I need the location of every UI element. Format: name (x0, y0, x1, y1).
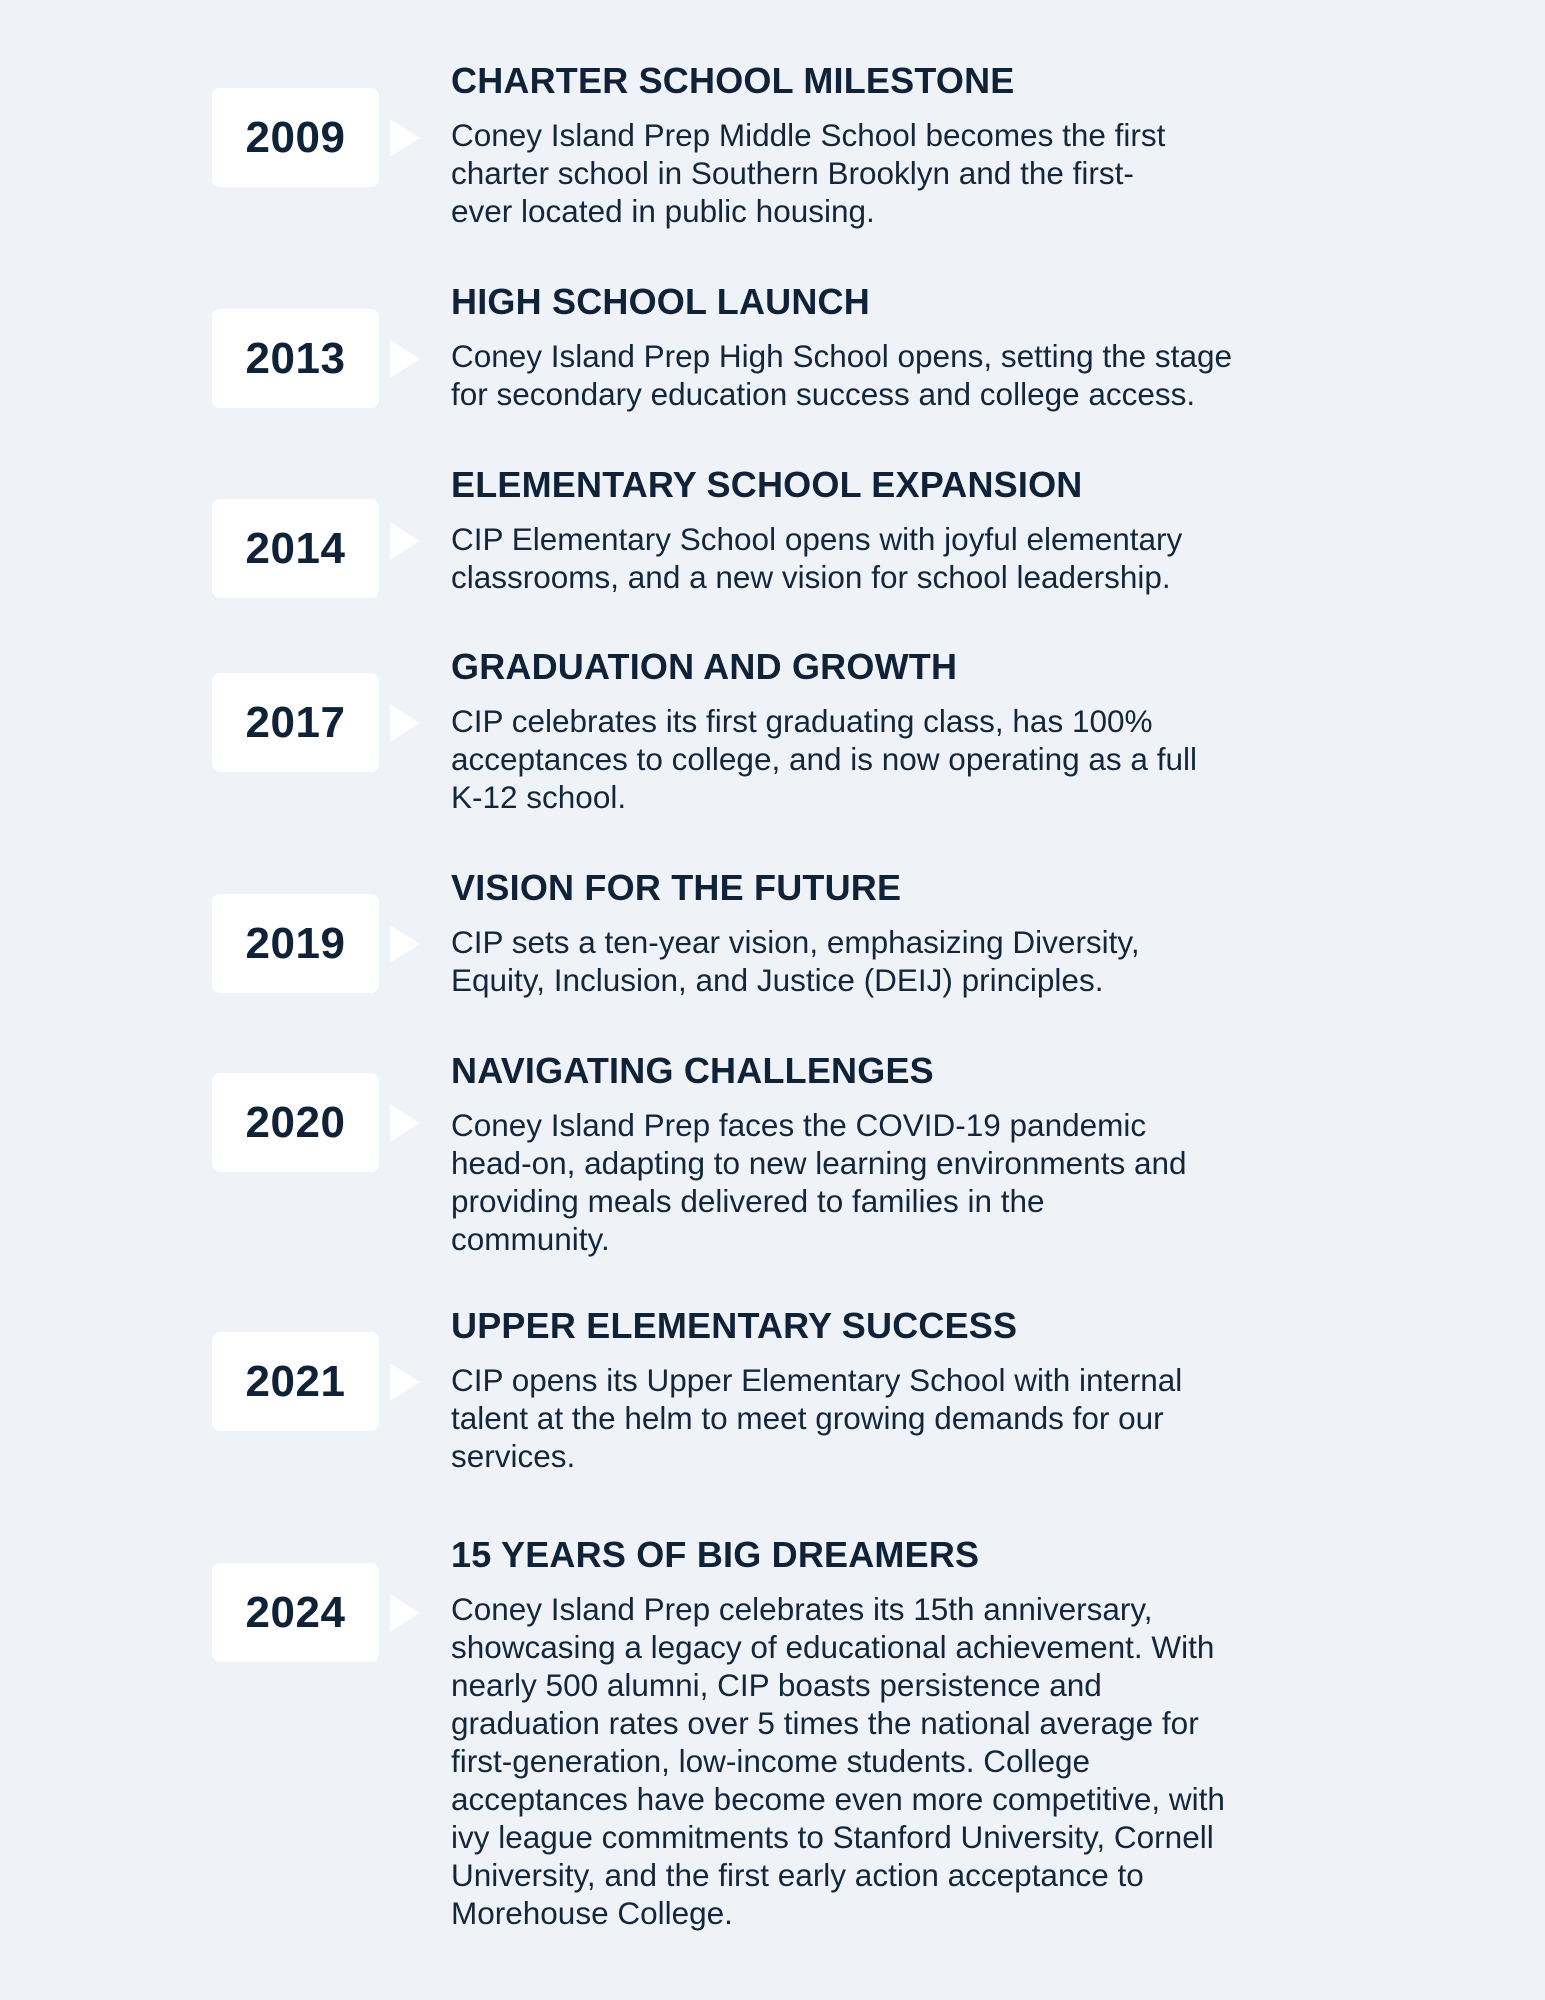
entry-description: Coney Island Prep faces the COVID-19 pandemic head-on, adapting to new learning environments and providing meals delivered to families in the community. (451, 1107, 1187, 1257)
entry-description: CIP sets a ten-year vision, emphasizing Diversity, Equity, Inclusion, and Justice (DEIJ) principles. (451, 924, 1140, 998)
entry-title: NAVIGATING CHALLENGES (451, 1050, 934, 1091)
entry-title: VISION FOR THE FUTURE (451, 867, 902, 908)
year-badge: 2009 (212, 88, 379, 187)
year-badge: 2020 (212, 1073, 379, 1172)
entry-content (451, 1305, 1331, 1475)
entry-description: CIP celebrates its first graduating class, has 100% acceptances to college, and is now operating as a full K-12 school. (451, 703, 1197, 815)
entry-description: CIP opens its Upper Elementary School with internal talent at the helm to meet growing demands for our services. (451, 1362, 1183, 1474)
pointer-arrow-icon (390, 340, 420, 378)
pointer-arrow-icon (390, 522, 420, 560)
entry-content (451, 1534, 1331, 1932)
entry-description: Coney Island Prep Middle School becomes the first charter school in Southern Brooklyn and the first- ever located in public housing. (451, 117, 1166, 229)
entry-title: GRADUATION AND GROWTH (451, 646, 958, 687)
entry-content (451, 281, 1331, 413)
year-badge: 2017 (212, 673, 379, 772)
entry-content (451, 646, 1331, 816)
pointer-arrow-icon (390, 925, 420, 963)
pointer-arrow-icon (390, 119, 420, 157)
entry-title: UPPER ELEMENTARY SUCCESS (451, 1305, 1018, 1346)
entry-description: Coney Island Prep High School opens, setting the stage for secondary education success and college access. (451, 338, 1232, 412)
year-badge: 2021 (212, 1332, 379, 1431)
entry-description: CIP Elementary School opens with joyful elementary classrooms, and a new vision for school leadership. (451, 521, 1183, 595)
year-badge: 2019 (212, 894, 379, 993)
entry-content (451, 464, 1331, 596)
entry-content (451, 60, 1331, 230)
pointer-arrow-icon (390, 1594, 420, 1632)
entry-content (451, 1050, 1331, 1258)
pointer-arrow-icon (390, 1363, 420, 1401)
entry-description: Coney Island Prep celebrates its 15th anniversary, showcasing a legacy of educational achievement. With nearly 500 alumni, CIP boasts persistence and graduation rates over 5 times the national average for first-generation, low-income students. College acceptances have become even more competitive, with ivy league commitments to Stanford University, Cornell University, and the first early action acceptance to Morehouse College. (451, 1591, 1225, 1931)
entry-title: CHARTER SCHOOL MILESTONE (451, 60, 1015, 101)
year-badge: 2013 (212, 309, 379, 408)
pointer-arrow-icon (390, 1104, 420, 1142)
pointer-arrow-icon (390, 704, 420, 742)
entry-title: HIGH SCHOOL LAUNCH (451, 281, 870, 322)
entry-title: ELEMENTARY SCHOOL EXPANSION (451, 464, 1083, 505)
year-badge: 2014 (212, 499, 379, 598)
year-badge: 2024 (212, 1563, 379, 1662)
entry-content (451, 867, 1331, 999)
entry-title: 15 YEARS OF BIG DREAMERS (451, 1534, 980, 1575)
